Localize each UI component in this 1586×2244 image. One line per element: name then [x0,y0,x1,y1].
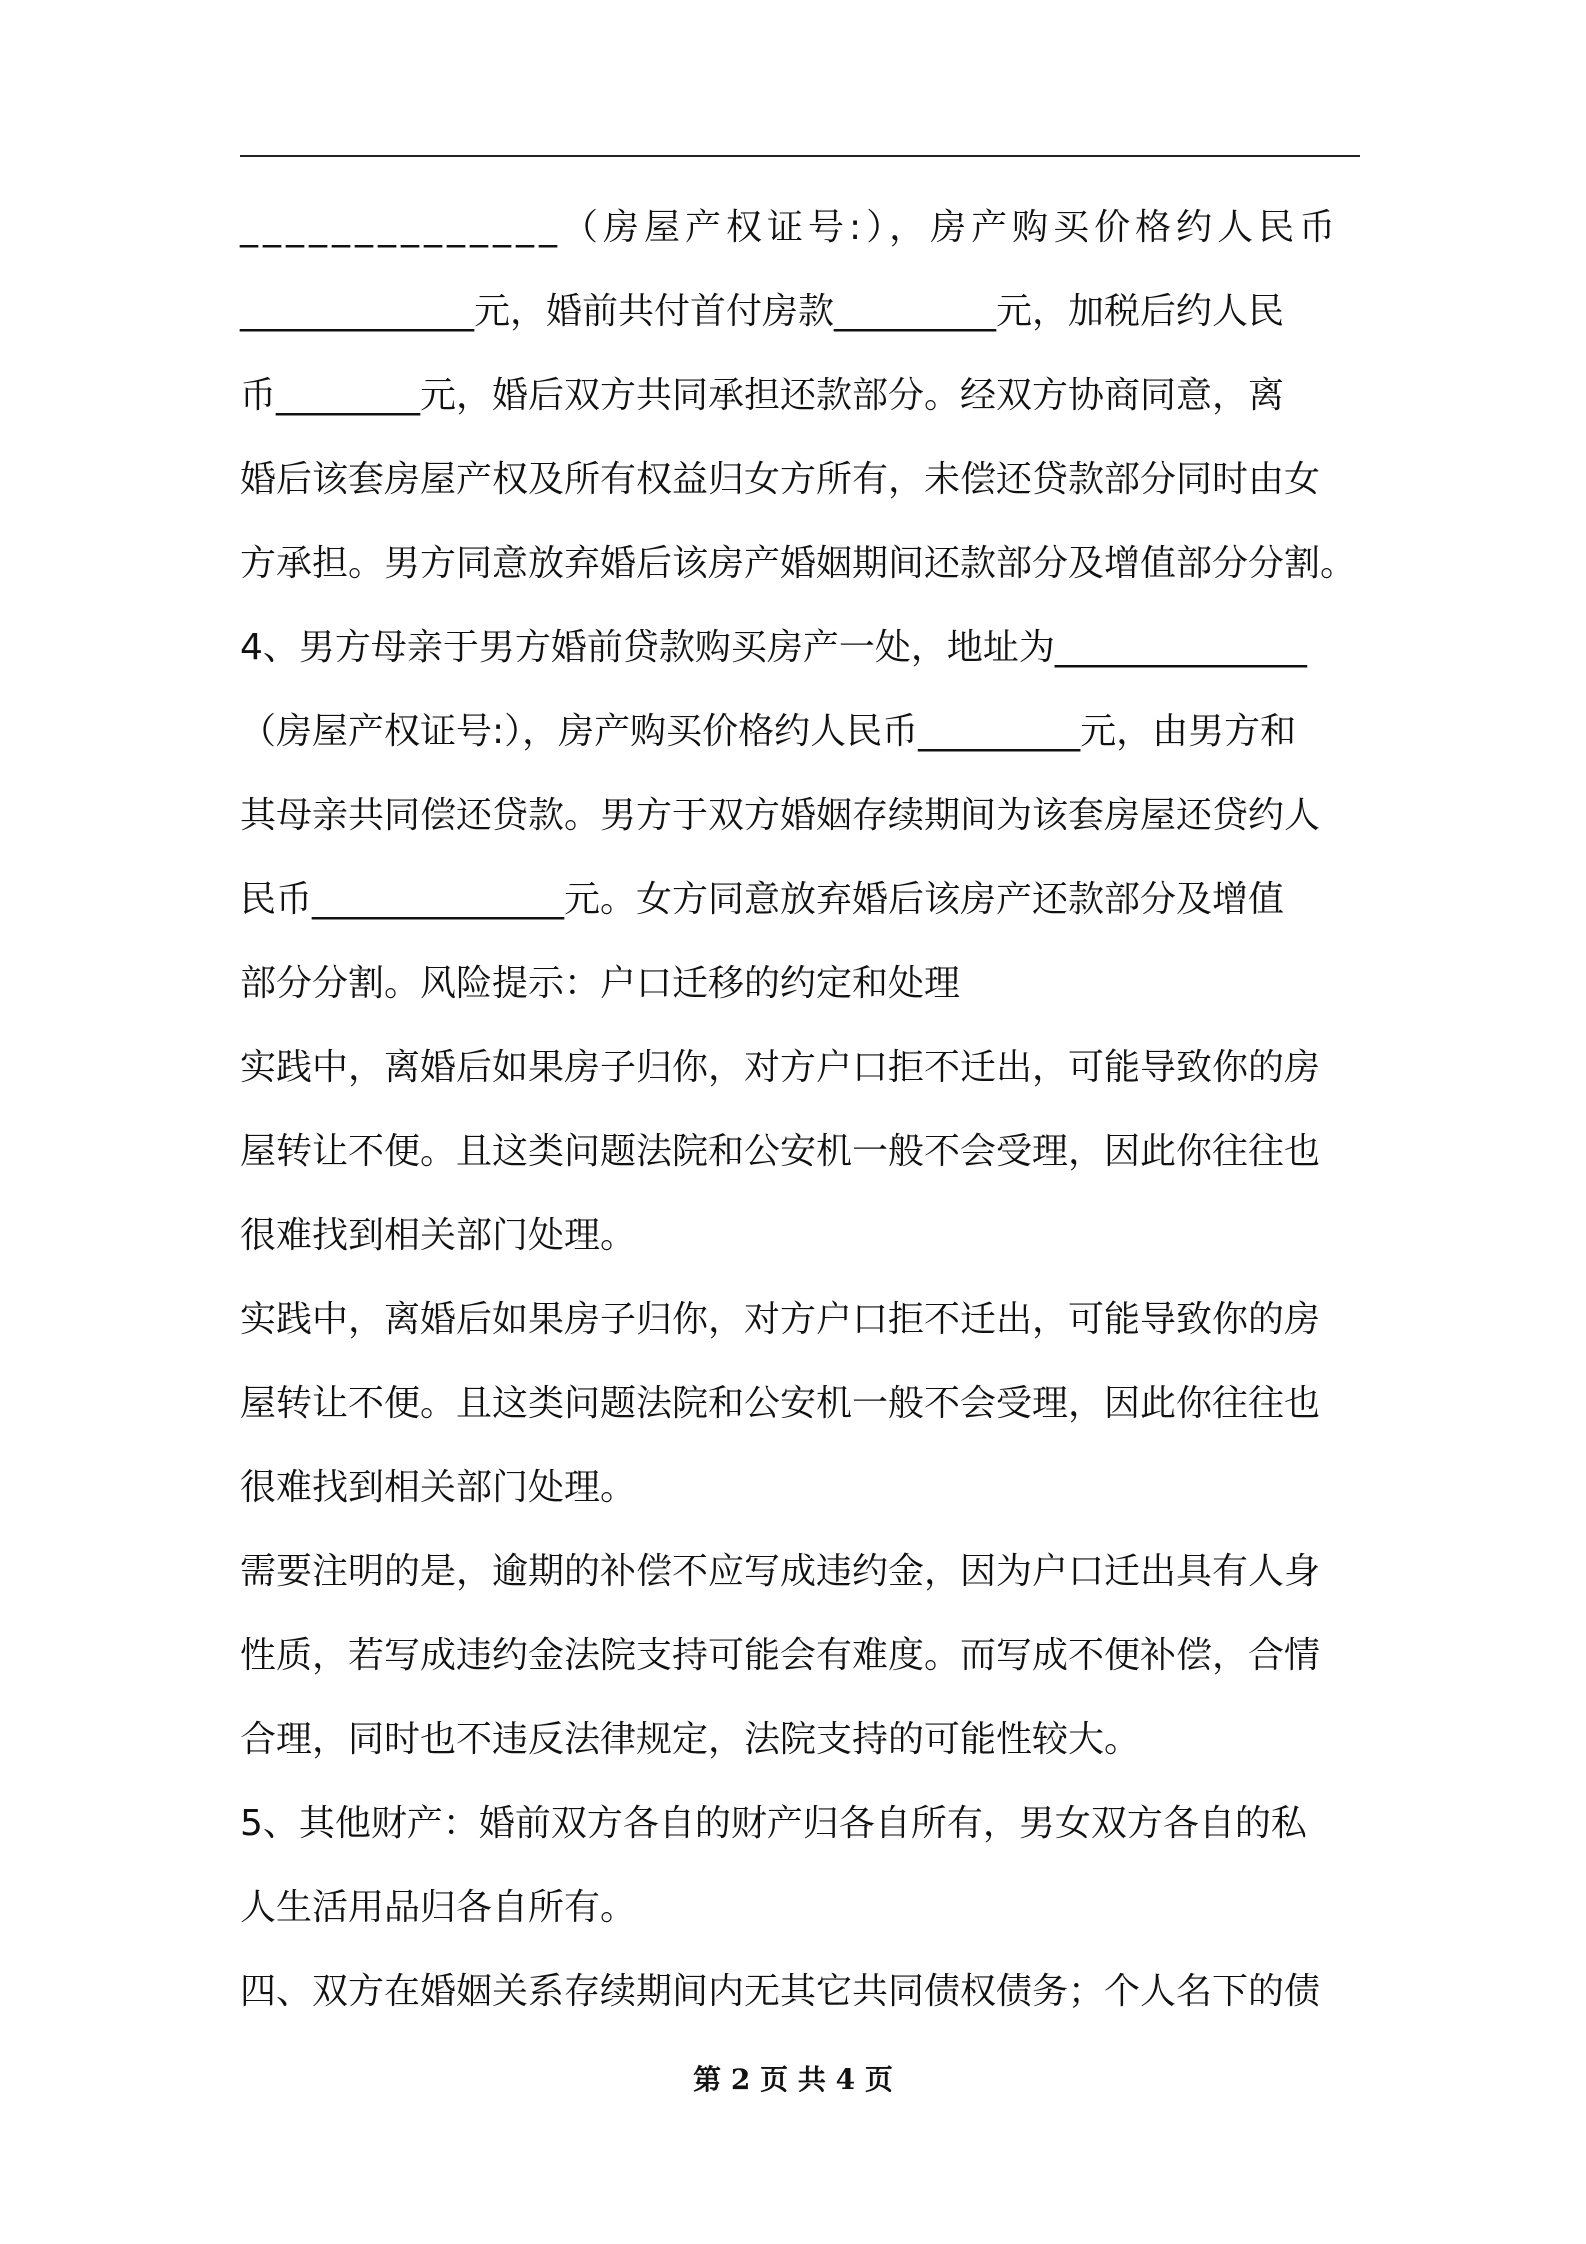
body-line: 民币______________元。女方同意放弃婚后该房产还款部分及增值 [240,879,1285,920]
body-line: 需要注明的是，逾期的补偿不应写成违约金，因为户口迁出具有人身 [240,1551,1321,1592]
body-line: 很难找到相关部门处理。 [240,1215,637,1256]
body-line: 很难找到相关部门处理。 [240,1467,637,1508]
body-line: 屋转让不便。且这类问题法院和公安机一般不会受理，因此你往往也 [240,1131,1321,1172]
body-line: （房屋产权证号:），房产购买价格约人民币_________元，由男方和 [240,711,1297,752]
body-line: 5、其他财产：婚前双方各自的财产归各自所有，男女双方各自的私 [240,1803,1307,1844]
body-line: 屋转让不便。且这类问题法院和公安机一般不会受理，因此你往往也 [240,1383,1321,1424]
body-line: _____________元，婚前共付首付房款_________元，加税后约人民 [240,291,1285,332]
body-line: 实践中，离婚后如果房子归你，对方户口拒不迁出，可能导致你的房 [240,1299,1321,1340]
body-line: 4、男方母亲于男方婚前贷款购买房产一处，地址为______________ [240,627,1307,668]
body-line: 方承担。男方同意放弃婚后该房产婚姻期间还款部分及增值部分分割。 [240,543,1357,584]
body-line: 性质，若写成违约金法院支持可能会有难度。而写成不便补偿，合情 [240,1635,1321,1676]
body-line: 实践中，离婚后如果房子归你，对方户口拒不迁出，可能导致你的房 [240,1047,1321,1088]
body-line: 币________元，婚后双方共同承担还款部分。经双方协商同意，离 [240,375,1285,416]
body-line: 其母亲共同偿还贷款。男方于双方婚姻存续期间为该套房屋还贷约人 [240,795,1321,836]
body-line: 合理，同时也不违反法律规定，法院支持的可能性较大。 [240,1719,1141,1760]
page-number-footer: 第 2 页 共 4 页 [693,2063,893,2096]
body-line: 部分分割。风险提示：户口迁移的约定和处理 [240,963,961,1004]
body-line: ______________（房屋产权证号:），房产购买价格约人民币 [240,207,1341,248]
body-line: 婚后该套房屋产权及所有权益归女方所有，未偿还贷款部分同时由女 [240,459,1321,500]
body-line: 四、双方在婚姻关系存续期间内无其它共同债权债务；个人名下的债 [240,1971,1321,2012]
body-line: 人生活用品归各自所有。 [240,1887,637,1928]
header-rule [240,155,1360,157]
